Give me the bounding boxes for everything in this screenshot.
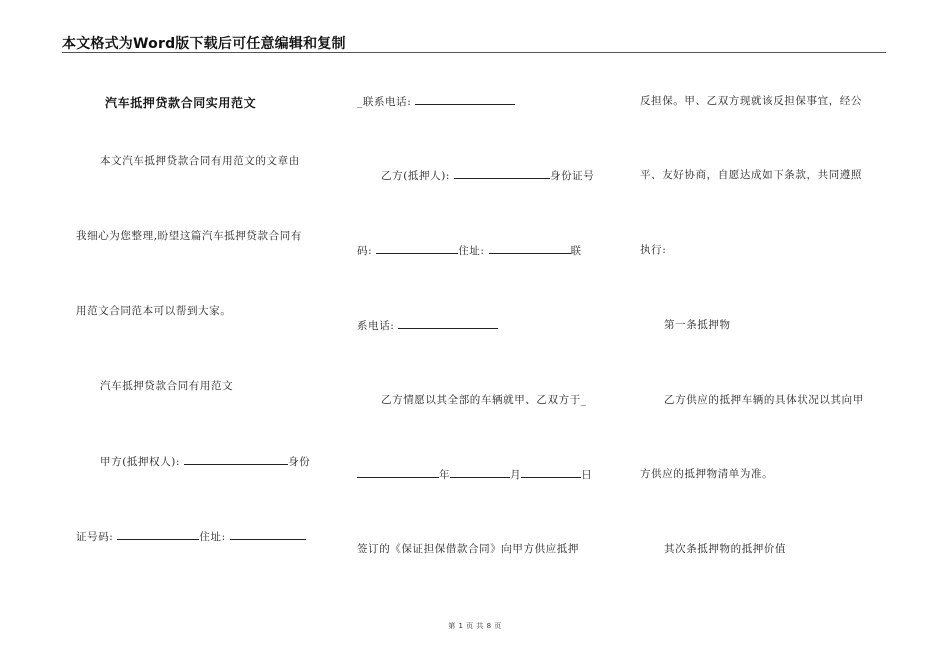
date-month-blank <box>450 467 510 478</box>
date-year-blank <box>357 467 439 478</box>
article-1-line-1: 乙方供应的抵押车辆的具体状况以其向甲 <box>664 394 864 406</box>
party-b-id-blank <box>376 243 458 254</box>
intro-line-1: 本文汽车抵押贷款合同有用范文的文章由 <box>100 155 300 167</box>
document-title: 汽车抵押贷款合同实用范文 <box>105 96 257 110</box>
party-a-id-blank <box>117 529 199 540</box>
party-a-name-blank <box>184 454 288 465</box>
party-a-label: 甲方(抵押权人): <box>100 456 181 468</box>
party-b-contact-line <box>357 318 498 333</box>
party-b-contact-blank <box>398 318 498 329</box>
party-a-id-label: 证号码: <box>76 531 114 543</box>
party-a-contact-line <box>357 94 515 109</box>
clause-line-1: 乙方情愿以其全部的车辆就甲、乙双方于_ <box>381 394 587 406</box>
article-1-line-2: 方供应的抵押物清单为准。 <box>640 468 774 480</box>
right-line-3: 执行: <box>640 244 667 256</box>
party-a-id-prefix: 身份 <box>288 456 311 468</box>
party-a-address-label: 住址: <box>199 531 226 543</box>
page-header-title: 本文格式为Word版下载后可任意编辑和复制 <box>62 36 346 52</box>
clause-line-3: 签订的《保证担保借款合同》向甲方供应抵押 <box>357 543 579 555</box>
party-a-address-blank <box>230 529 306 540</box>
article-1-title: 第一条抵押物 <box>664 319 731 331</box>
party-b-contact-prefix: 联 <box>570 245 582 257</box>
party-a-id-line <box>76 529 306 544</box>
column-middle <box>357 0 605 620</box>
date-day-blank <box>521 467 581 478</box>
right-line-1: 反担保。甲、乙双方现就该反担保事宜，经公 <box>640 95 862 107</box>
party-b-label: 乙方(抵押人): <box>381 170 451 182</box>
party-b-id-prefix: 身份证号 <box>549 170 595 182</box>
date-year-label: 年 <box>439 469 451 481</box>
party-b-id-line <box>357 243 582 258</box>
party-b-name-blank <box>454 168 550 179</box>
party-a-line <box>100 454 310 469</box>
date-day-label: 日 <box>581 469 593 481</box>
contract-subheading: 汽车抵押贷款合同有用范文 <box>100 380 234 392</box>
date-month-label: 月 <box>510 469 522 481</box>
right-line-2: 平、友好协商，自愿达成如下条款，共同遵照 <box>640 169 862 181</box>
column-left <box>76 0 324 620</box>
intro-line-3: 用范文合同范本可以帮到大家。 <box>76 305 232 317</box>
column-right <box>640 0 885 620</box>
page-footer: 第 1 页 共 8 页 <box>448 622 502 630</box>
party-b-line <box>381 168 594 183</box>
intro-line-2: 我细心为您整理,盼望这篇汽车抵押贷款合同有 <box>76 230 302 242</box>
party-a-contact-label: _联系电话: <box>357 96 412 108</box>
article-2-title: 其次条抵押物的抵押价值 <box>664 543 787 555</box>
party-b-contact-label: 系电话: <box>357 320 395 332</box>
party-a-contact-blank <box>415 94 515 105</box>
signing-date-line <box>357 467 592 482</box>
party-b-address-blank <box>489 243 571 254</box>
party-b-id-label: 码: <box>357 245 373 257</box>
party-b-address-label: 住址: <box>458 245 485 257</box>
